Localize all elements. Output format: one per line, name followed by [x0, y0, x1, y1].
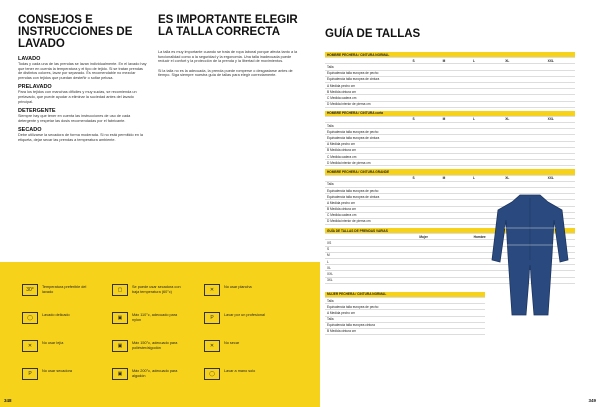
- table-row: D Medida interior de pierna cm: [325, 101, 575, 107]
- care-symbol-label: No usar secadora: [42, 369, 72, 373]
- table-row: B Medida cintura cm: [325, 206, 575, 212]
- table-row: Equivalencia talla europea de pecho: [325, 304, 485, 310]
- table-row: B Medida cintura cm: [325, 147, 575, 153]
- care-symbol-label: Máx 200°c, adecuado para algodón: [132, 369, 178, 378]
- table-header: HOMBRE PECHERA / CINTURA GRANDE: [325, 169, 575, 175]
- care-symbol-label: No usar plancha: [224, 285, 252, 289]
- table-row: A Medida pecho cm: [325, 310, 485, 316]
- section-text: Para los tejidos con manchas difíciles y muy sucias, se recomienda un prelavado, que puede ayudar a eliminar la suciedad antes del lavado principal.: [18, 90, 137, 104]
- size-label: M: [428, 175, 460, 181]
- paragraph: Si la talla no es la adecuada, la prenda puede romperse o desgastarse antes de tiempo. Siga siempre nuestra guía de tallas para elegir correctamente.: [158, 68, 293, 78]
- table-row: Equivalencia talla europea de cintura: [325, 135, 575, 141]
- table-row: Talla: [325, 181, 575, 187]
- table-row: D Medida interior de pierna cm: [325, 160, 575, 166]
- size-label: L: [460, 58, 488, 64]
- care-symbol-label: Lavar a mano solo: [224, 369, 256, 373]
- care-symbol-icon: 30°: [22, 284, 38, 296]
- care-symbol-icon: ✕: [204, 340, 220, 352]
- table-header: HOMBRE PECHERA / CINTURA NORMAL: [325, 52, 575, 58]
- size-table: [325, 111, 575, 167]
- table-row: Equivalencia talla europea de pecho: [325, 129, 575, 135]
- table-row: Talla: [325, 297, 485, 303]
- size-label: Mujer: [399, 234, 448, 240]
- care-symbol-icon: ▣: [112, 312, 128, 324]
- care-symbol-icon: P: [204, 312, 220, 324]
- table-row: Talla: [325, 123, 575, 129]
- washing-sections: [18, 56, 148, 143]
- care-symbol-icon: ◯: [22, 312, 38, 324]
- care-symbol-label: Se puede usar secadora con baja temperatura (60°c): [132, 285, 181, 294]
- size-guide-title: GUÍA DE TALLAS: [325, 28, 421, 40]
- size-table-women: MUJER PECHERA / CINTURA NORMAL Talla Equivalencia talla europea de pecho A Medida pecho cm Talla Equivalencia talla europea cintura B Medida cintura cm: [325, 292, 485, 335]
- table-row: S: [325, 246, 575, 252]
- size-label: M: [428, 116, 460, 122]
- size-importance-column: [158, 14, 298, 78]
- table-row: Equivalencia talla europea de cintura: [325, 194, 575, 200]
- size-label: L: [460, 116, 488, 122]
- care-symbol-icon: ▣: [112, 368, 128, 380]
- washing-title: CONSEJOS E INSTRUCCIONES DE LAVADO: [18, 14, 133, 50]
- care-symbol-icon: ▣: [112, 340, 128, 352]
- size-table: [325, 52, 575, 108]
- table-row: Talla: [325, 64, 575, 70]
- section-title: LAVADO: [18, 56, 41, 62]
- size-label: XXL: [526, 58, 575, 64]
- section-title: DETERGENTE: [18, 108, 56, 115]
- section-title: SECADO: [18, 127, 42, 134]
- table-row: C Medida cadera cm: [325, 95, 575, 101]
- care-symbol-icon: ▢: [112, 284, 128, 296]
- table-row: Equivalencia talla europea de pecho: [325, 70, 575, 76]
- page-number-right: 349: [588, 398, 596, 403]
- size-label: XXL: [526, 175, 575, 181]
- table-row: Talla: [325, 316, 485, 322]
- page-number-left: 348: [4, 398, 12, 403]
- size-label: L: [460, 175, 488, 181]
- size-label: XXL: [526, 116, 575, 122]
- care-symbol-icon: ✕: [204, 284, 220, 296]
- table-row: M: [325, 252, 575, 258]
- size-label: M: [428, 58, 460, 64]
- section-text: Debe utilizarse la secadora de forma moderada. Si no está permitido en la etiqueta, dejar secar las prendas a temperatura ambiente.: [18, 133, 143, 142]
- table-row: 3XL: [325, 277, 575, 283]
- table-row: L: [325, 259, 575, 265]
- table-header: HOMBRE PECHERA / CINTURA corta: [325, 111, 575, 117]
- section-text: Todas y cada una de las prendas se lavan individualmente. En el lavado hay que tener en cuenta la temperatura y el tipo de tejido. Si se tratan prendas de distintos colores, lavar por separado. Es recomendable no mezclar prendas con tejidos que puedan desteñir o soltar pelusa.: [18, 62, 147, 80]
- size-label: S: [399, 58, 428, 64]
- table-row: A Medida pecho cm: [325, 200, 575, 206]
- table-row: XXL: [325, 271, 575, 277]
- care-symbol-label: Lavar por un profesional: [224, 313, 265, 317]
- size-label: S: [399, 175, 428, 181]
- paragraph: La talla es muy importante cuando se trata de ropa laboral porque afecta tanto a la funcionalidad como a la seguridad y la ergonomía. Una talla inadecuada puede reducir el confort y la protección de la prenda y la libertad de movimientos.: [158, 50, 298, 64]
- care-symbol-label: Máx 110°c, adecuado para nylon: [132, 313, 178, 322]
- size-label: XL: [488, 116, 526, 122]
- table-header: GUÍA DE TALLAS DE PRENDAS VARIAS: [325, 228, 575, 234]
- care-symbol-icon: ✕: [22, 340, 38, 352]
- table-row: C Medida cadera cm: [325, 212, 575, 218]
- section-text: Siempre hay que tener en cuenta las instrucciones de uso de cada detergente y respetar las dosis recomendadas por el fabricante.: [18, 114, 131, 123]
- table-row: A Medida pecho cm: [325, 82, 575, 88]
- table-row: C Medida cadera cm: [325, 154, 575, 160]
- table-row: B Medida cintura cm: [325, 89, 575, 95]
- size-importance-title: ES IMPORTANTE ELEGIR LA TALLA CORRECTA: [158, 14, 298, 38]
- size-label: XL: [488, 58, 526, 64]
- table-row: Equivalencia talla europea de cintura: [325, 76, 575, 82]
- table-row: D Medida interior de pierna cm: [325, 218, 575, 224]
- table-row: B Medida cintura cm: [325, 328, 485, 334]
- coverall-figure-icon: [490, 190, 570, 320]
- size-label: S: [399, 116, 428, 122]
- section-title: PRELAVADO: [18, 84, 52, 91]
- size-label: XL: [488, 175, 526, 181]
- table-row: Equivalencia talla europea de pecho: [325, 187, 575, 193]
- care-symbol-label: No usar lejía: [42, 341, 64, 345]
- table-row: XL: [325, 265, 575, 271]
- care-symbol-icon: P: [22, 368, 38, 380]
- table-row: A Medida pecho cm: [325, 141, 575, 147]
- care-symbol-icon: ◯: [204, 368, 220, 380]
- care-symbol-label: No secar: [224, 341, 240, 345]
- washing-column: [18, 14, 148, 143]
- care-panel: [0, 262, 320, 407]
- table-row: Equivalencia talla europea cintura: [325, 322, 485, 328]
- care-symbol-label: Máx 150°c, adecuado para poliéster/algodón: [132, 341, 178, 350]
- care-symbol-label: Temperatura preferible del lavado: [42, 285, 87, 294]
- care-symbol-label: Lavado delicado: [42, 313, 70, 317]
- size-label: Hombre: [448, 234, 511, 240]
- table-row: XS: [325, 240, 575, 246]
